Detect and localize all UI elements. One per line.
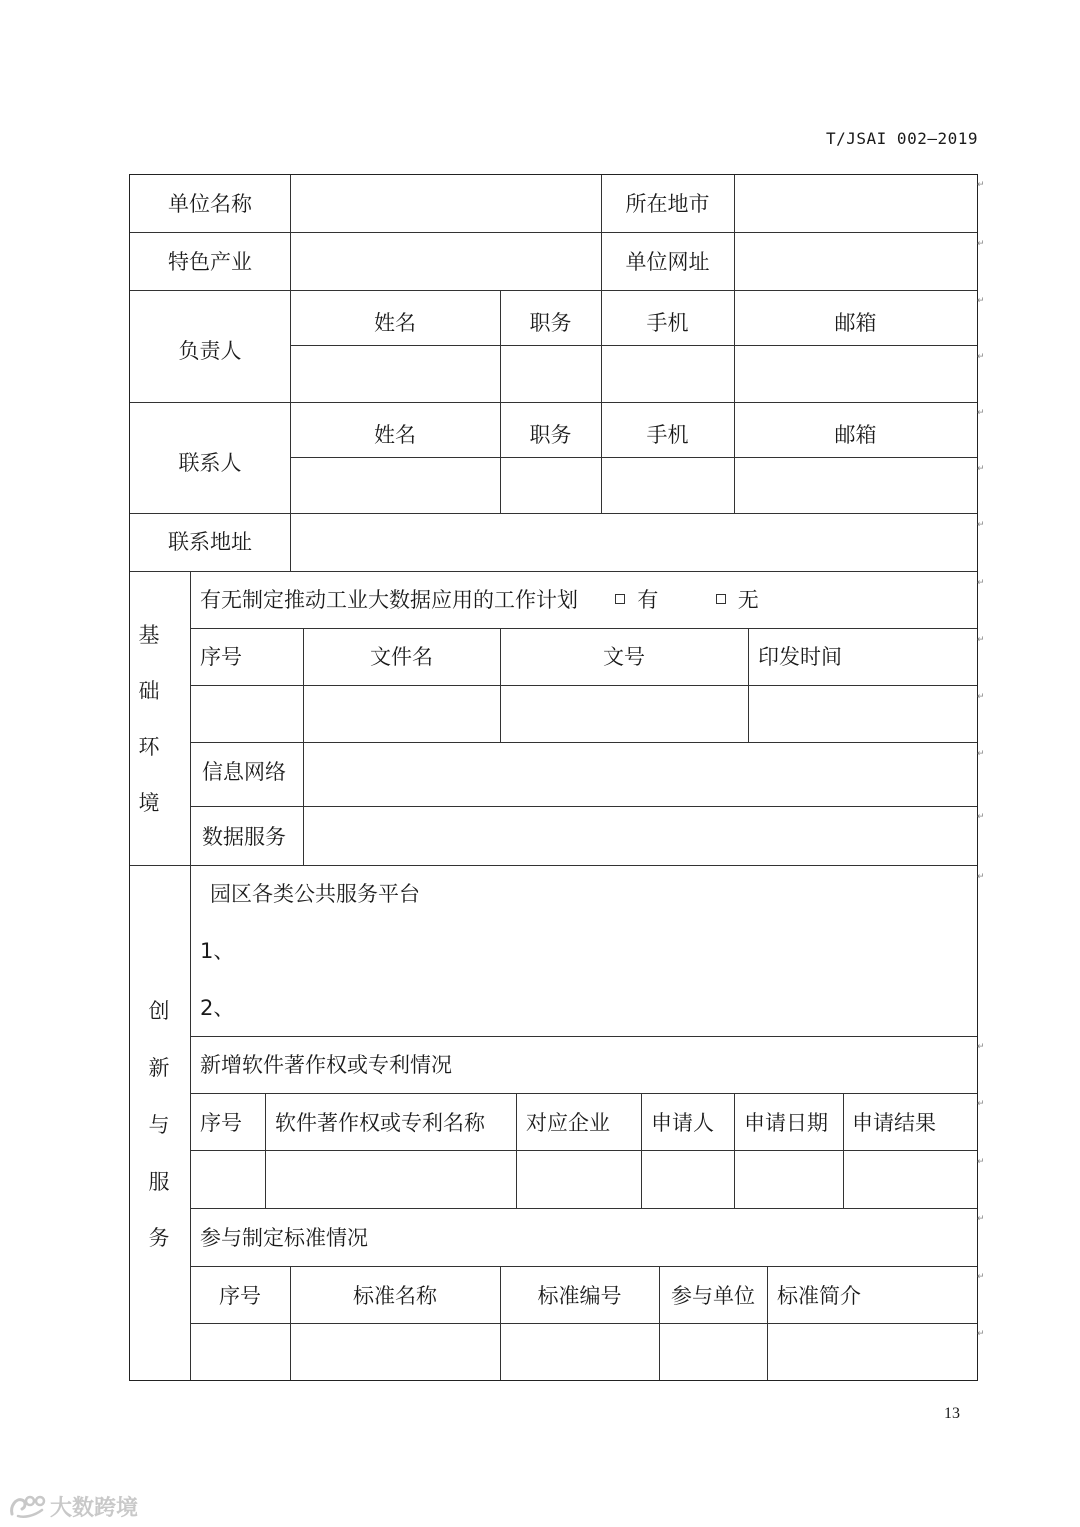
doc-col-filename: 文件名: [370, 645, 433, 669]
std-title: 参与制定标准情况: [200, 1226, 368, 1250]
no-label: 无: [737, 588, 759, 612]
row-divider: [190, 1266, 977, 1267]
ip-col-date: 申请日期: [744, 1111, 828, 1135]
data-service-label: 数据服务: [202, 825, 286, 849]
col-divider: [767, 1266, 768, 1380]
industry-field[interactable]: [291, 233, 601, 290]
row-divider: [190, 685, 977, 686]
col-divider: [843, 1093, 844, 1208]
industry-label: 特色产业: [168, 250, 252, 274]
basic-env-label-char: 础: [138, 679, 160, 703]
row-divider: [130, 402, 977, 403]
website-field[interactable]: [735, 233, 977, 290]
paragraph-mark: ↵: [977, 520, 985, 530]
basic-env-label-char: 境: [138, 791, 160, 815]
ip-title: 新增软件著作权或专利情况: [200, 1053, 452, 1077]
paragraph-mark: ↵: [977, 352, 985, 362]
ip-col-seq: 序号: [200, 1111, 242, 1135]
row-divider: [290, 457, 977, 458]
doc-col-docno: 文号: [603, 645, 645, 669]
innovation-label-char: 与: [148, 1113, 170, 1137]
paragraph-mark: ↵: [977, 408, 985, 418]
col-divider: [641, 1093, 642, 1208]
standard-code: T/JSAI 002—2019: [826, 129, 978, 148]
col-divider: [500, 628, 501, 742]
platform-item-1: 1、: [200, 939, 235, 963]
data-service-field[interactable]: [304, 807, 977, 865]
yes-checkbox[interactable]: [615, 594, 625, 604]
paragraph-mark: ↵: [977, 692, 985, 702]
row-divider: [290, 345, 977, 346]
registration-form: [129, 174, 978, 1381]
address-label: 联系地址: [168, 530, 252, 554]
paragraph-mark: ↵: [977, 635, 985, 645]
head-col-phone: 手机: [646, 311, 689, 335]
paragraph-mark: ↵: [977, 1214, 985, 1224]
row-divider: [190, 1208, 977, 1209]
paragraph-mark: ↵: [977, 1099, 985, 1109]
city-label: 所在地市: [625, 192, 710, 216]
row-divider: [190, 1150, 977, 1151]
page-number: 13: [944, 1405, 960, 1422]
contact-col-name: 姓名: [374, 423, 416, 447]
basic-env-label-char: 环: [138, 735, 160, 759]
unit-name-field[interactable]: [291, 175, 601, 232]
paragraph-mark: ↵: [977, 296, 985, 306]
paragraph-mark: ↵: [977, 1042, 985, 1052]
doc-col-date: 印发时间: [758, 645, 842, 669]
platform-title: 园区各类公共服务平台: [210, 882, 420, 906]
contact-person-label: 联系人: [178, 451, 242, 475]
row-divider: [190, 1036, 977, 1037]
plan-question: [200, 590, 759, 611]
website-label: 单位网址: [625, 250, 710, 274]
plan-question-text: 有无制定推动工业大数据应用的工作计划: [200, 588, 578, 612]
row-divider: [190, 628, 977, 629]
ip-col-applicant: 申请人: [651, 1111, 714, 1135]
paragraph-mark: ↵: [977, 464, 985, 474]
contact-col-email: 邮箱: [834, 423, 877, 447]
row-divider: [130, 865, 977, 866]
unit-name-label: 单位名称: [168, 192, 252, 216]
paragraph-mark: ↵: [977, 1329, 985, 1339]
row-divider: [190, 1093, 977, 1094]
doc-col-seq: 序号: [200, 645, 242, 669]
row-divider: [130, 571, 977, 572]
head-person-label: 负责人: [178, 339, 242, 363]
contact-col-phone: 手机: [646, 423, 689, 447]
head-col-email: 邮箱: [834, 311, 877, 335]
paragraph-mark: ↵: [977, 812, 985, 822]
col-divider: [734, 1093, 735, 1208]
yes-label: 有: [637, 588, 659, 612]
paragraph-mark: ↵: [977, 239, 985, 249]
address-field[interactable]: [291, 514, 977, 571]
paragraph-mark: ↵: [977, 1272, 985, 1282]
no-checkbox[interactable]: [716, 594, 726, 604]
std-col-name: 标准名称: [353, 1284, 437, 1308]
col-divider: [659, 1266, 660, 1380]
col-divider: [500, 1266, 501, 1380]
basic-env-label-char: 基: [138, 623, 160, 647]
innovation-label-char: 务: [148, 1226, 170, 1250]
innovation-label-char: 新: [148, 1056, 170, 1080]
std-col-number: 标准编号: [537, 1284, 622, 1308]
city-field[interactable]: [735, 175, 977, 232]
paragraph-mark: ↵: [977, 1157, 985, 1167]
contact-col-title: 职务: [529, 423, 572, 447]
watermark-logo-icon: [8, 1492, 46, 1520]
std-col-summary: 标准简介: [777, 1284, 861, 1308]
watermark: [8, 1490, 138, 1522]
watermark-text: 大数跨境: [50, 1495, 139, 1521]
paragraph-mark: ↵: [977, 749, 985, 759]
head-col-name: 姓名: [374, 311, 416, 335]
std-col-unit: 参与单位: [671, 1284, 755, 1308]
std-col-seq: 序号: [219, 1284, 261, 1308]
ip-col-name: 软件著作权或专利名称: [275, 1111, 485, 1135]
platform-item-2: 2、: [200, 996, 235, 1020]
col-divider: [265, 1093, 266, 1208]
head-col-title: 职务: [529, 311, 572, 335]
network-label: 信息网络: [202, 760, 286, 784]
innovation-label-char: 创: [148, 999, 170, 1023]
paragraph-mark: ↵: [977, 180, 985, 190]
paragraph-mark: ↵: [977, 578, 985, 588]
network-field[interactable]: [304, 743, 977, 806]
col-divider: [748, 628, 749, 742]
row-divider: [190, 1323, 977, 1324]
col-divider: [190, 571, 191, 1380]
paragraph-mark: ↵: [977, 872, 985, 882]
col-divider: [516, 1093, 517, 1208]
col-divider: [290, 1266, 291, 1380]
ip-col-result: 申请结果: [852, 1111, 936, 1135]
ip-col-company: 对应企业: [526, 1111, 610, 1135]
row-divider: [130, 290, 977, 291]
innovation-label-char: 服: [148, 1170, 170, 1194]
